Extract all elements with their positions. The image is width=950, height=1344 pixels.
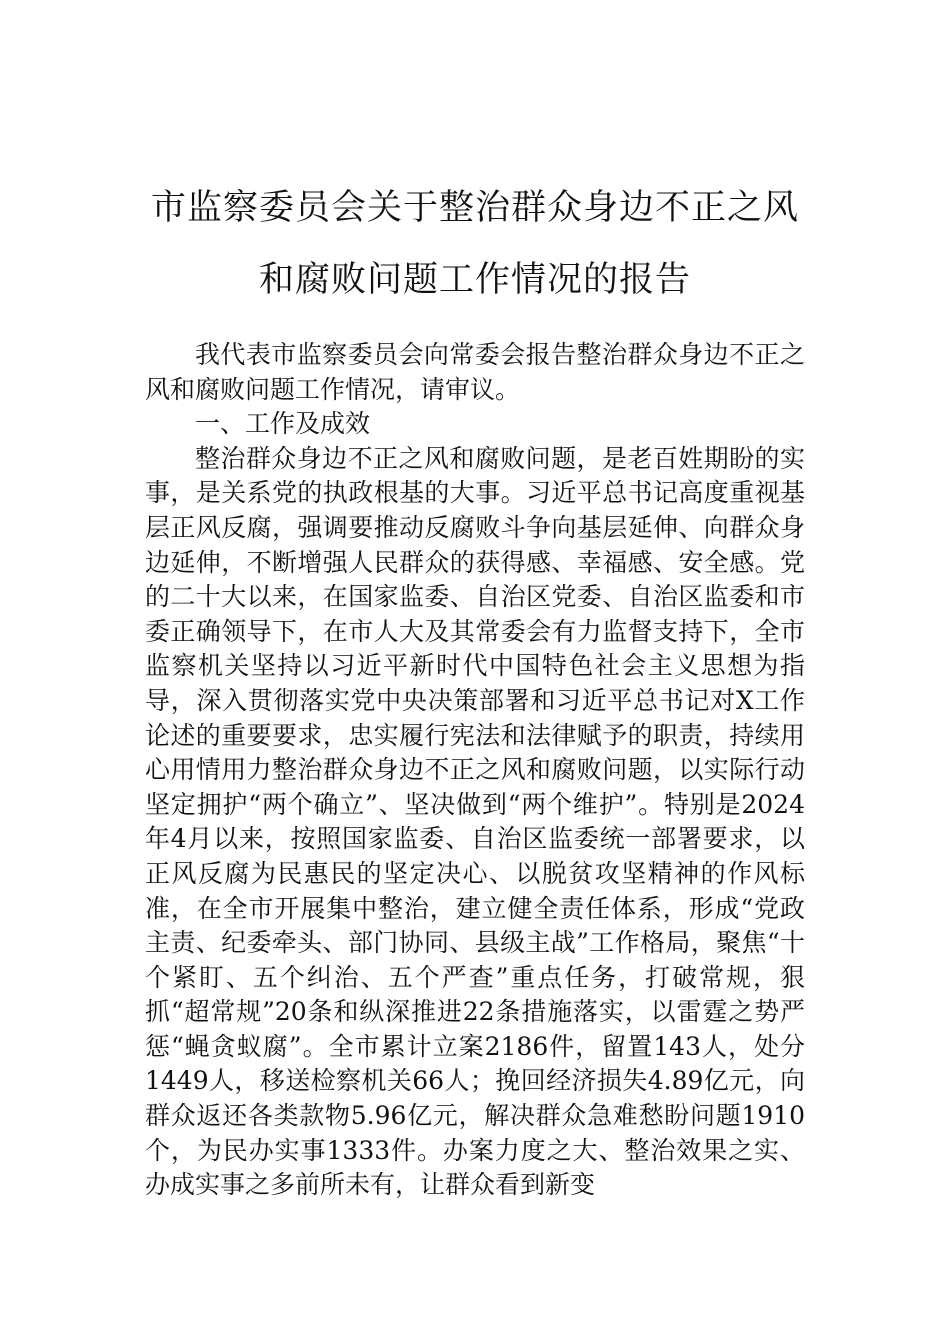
document-title (120, 172, 830, 316)
document-body (145, 338, 805, 1203)
title-line-1: 市监察委员会关于整治群众身边不正之风 (150, 188, 799, 228)
section-heading: 一、工作及成效 (195, 409, 371, 439)
paragraph-intro: 我代表市监察委员会向常委会报告整治群众身边不正之风和腐败问题工作情况，请审议。 (145, 340, 805, 404)
paragraph-main: 整治群众身边不正之风和腐败问题，是老百姓期盼的实事，是关系党的执政根基的大事。习近平总书记高度重视基层正风反腐，强调要推动反腐败斗争向基层延伸、向群众身边延伸，不断增强人民群众的获得感、幸福感、安全感。党的二十大以来，在国家监委、自治区党委、自治区监委和市委正确领导下，在市人大及其常委会有力监督支持下，全市监察机关坚持以习近平新时代中国特色社会主义思想为指导，深入贯彻落实党中央决策部署和习近平总书记对X工作论述的重要要求，忠实履行宪法和法律赋予的职责，持续用心用情用力整治群众身边不正之风和腐败问题，以实际行动坚定拥护“两个确立”、坚决做到“两个维护”。特别是2024年4月以来，按照国家监委、自治区监委统一部署要求，以正风反腐为民惠民的坚定决心、以脱贫攻坚精神的作风标准，在全市开展集中整治，建立健全责任体系，形成“党政主责、纪委牵头、部门协同、县级主战”工作格局，聚焦“十个紧盯、五个纠治、五个严查”重点任务，打破常规，狠抓“超常规”20条和纵深推进22条措施落实，以雷霆之势严惩“蝇贪蚁腐”。全市累计立案2186件，留置143人，处分1449人，移送检察机关66人；挽回经济损失4.89亿元，向群众返还各类款物5.96亿元，解决群众急难愁盼问题1910个，为民办实事1333件。办案力度之大、整治效果之实、办成实事之多前所未有，让群众看到新变 (145, 443, 805, 1200)
title-line-2: 和腐败问题工作情况的报告 (258, 260, 691, 300)
